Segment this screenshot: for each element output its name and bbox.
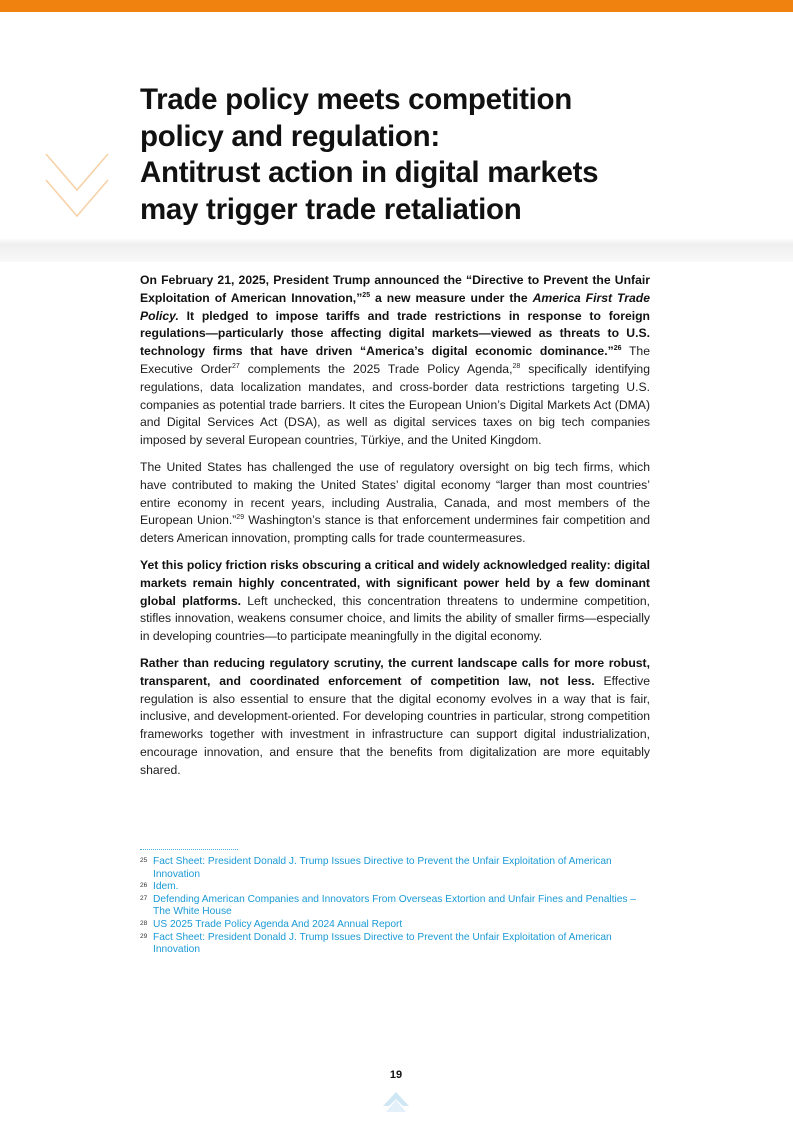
footnote-link[interactable]: Fact Sheet: President Donald J. Trump Issues Directive to Prevent the Unfair Exploitation of American Innovation	[153, 931, 612, 956]
footnote-link[interactable]: Fact Sheet: President Donald J. Trump Issues Directive to Prevent the Unfair Exploitation of American Innovation	[153, 856, 612, 880]
title-line: Antitrust action in digital markets	[140, 156, 599, 189]
footnote-item	[140, 919, 650, 932]
body-text: Effective regulation is also essential to ensure that the digital economy evolves in a way that is fair, inclusive, and development-oriented. For developing countries in particular, strong competition frameworks together with investment in infrastructure can support digital industrialization, encourage innovation, and ensure that the benefits from digitalization are more equitably shared.	[140, 673, 650, 777]
footnote-item	[140, 932, 650, 957]
footnote-link[interactable]: Defending American Companies and Innovators From Overseas Extortion and Unfair Fines and Penalties – The White House	[153, 893, 637, 918]
body-text: Washington’s stance is that enforcement undermines fair competition and deters American innovation, prompting calls for trade countermeasures.	[140, 513, 650, 546]
footnote-ref-28[interactable]: 28	[512, 362, 521, 370]
footnote-ref-29[interactable]: 29	[236, 514, 245, 522]
footnotes	[140, 856, 650, 957]
title-line: Trade policy meets competition	[140, 83, 572, 116]
body-text: complements the 2025 Trade Policy Agenda,	[239, 361, 513, 376]
footnote-number: 25	[140, 857, 148, 864]
chevron-up-icon[interactable]	[382, 1090, 410, 1114]
footnote-item	[140, 894, 650, 919]
paragraph-3	[140, 557, 650, 646]
bold-text: a new measure under the	[370, 290, 533, 305]
footnote-ref-26[interactable]: 26	[613, 345, 622, 353]
footnote-link[interactable]: Idem.	[153, 881, 179, 893]
footnote-ref-25[interactable]: 25	[362, 291, 371, 299]
title-line: policy and regulation:	[140, 119, 440, 153]
chevron-down-icon	[44, 152, 110, 218]
paragraph-2	[140, 459, 650, 548]
body-text: specifically identifying regulations, data localization mandates, and cross-border data restrictions targeting U.S. companies as potential trade barriers. It cites the European Union’s Digital Markets Act (DMA) and Digital Services Act (DSA), as well as digital services taxes on big tech companies imposed by several European countries, Türkiye, and the United Kingdom.	[140, 361, 650, 448]
bold-lead: On February 21, 2025, President Trump announced the “Directive to Prevent the Unfair Exploitation of American Innovation,”	[140, 273, 650, 305]
body-text: The United States has challenged the use of regulatory oversight on big tech firms, which have contributed to making the United States’ digital economy “larger than most countries’ entire economy in recent years, including Australia, Canada, and most members of the European Union.”	[140, 459, 650, 528]
page-title	[140, 82, 700, 228]
footnote-ref-27[interactable]: 27	[231, 362, 240, 370]
footnote-link[interactable]: US 2025 Trade Policy Agenda And 2024 Annual Report	[153, 918, 403, 930]
bold-lead: Yet this policy friction risks obscuring a critical and widely acknowledged reality: digital markets remain highly concentrated, with significant power held by a few dominant global platforms.	[140, 557, 650, 608]
bold-lead: Rather than reducing regulatory scrutiny, the current landscape calls for more robust, transparent, and coordinated enforcement of competition law, not less.	[140, 655, 650, 688]
article-body	[140, 272, 650, 789]
top-accent-bar	[0, 0, 793, 12]
body-text: Left unchecked, this concentration threatens to undermine competition, stifles innovation, weakens consumer choice, and limits the ability of smaller firms—especially in developing countries—to participate meaningfully in the digital economy.	[140, 593, 651, 644]
footnote-number: 29	[140, 932, 148, 940]
bold-text: It pledged to impose tariffs and trade restrictions in response to foreign regulations—particularly those affecting digital markets—viewed as threats to U.S. technology firms that have driven “America’s digital economic dominance.”	[140, 308, 650, 359]
paragraph-1	[140, 272, 650, 450]
footnote-number: 26	[140, 882, 148, 890]
body-text: The Executive Order	[140, 344, 650, 376]
footnote-number: 28	[140, 919, 148, 927]
paragraph-4	[140, 655, 650, 780]
page-number: 19	[389, 1069, 403, 1081]
footnote-item	[140, 881, 650, 894]
footnote-divider	[140, 849, 238, 850]
footnote-item	[140, 856, 650, 881]
title-line: may trigger trade retaliation	[140, 192, 522, 226]
policy-name: America First Trade Policy.	[140, 290, 650, 323]
footnote-number: 27	[140, 894, 148, 902]
